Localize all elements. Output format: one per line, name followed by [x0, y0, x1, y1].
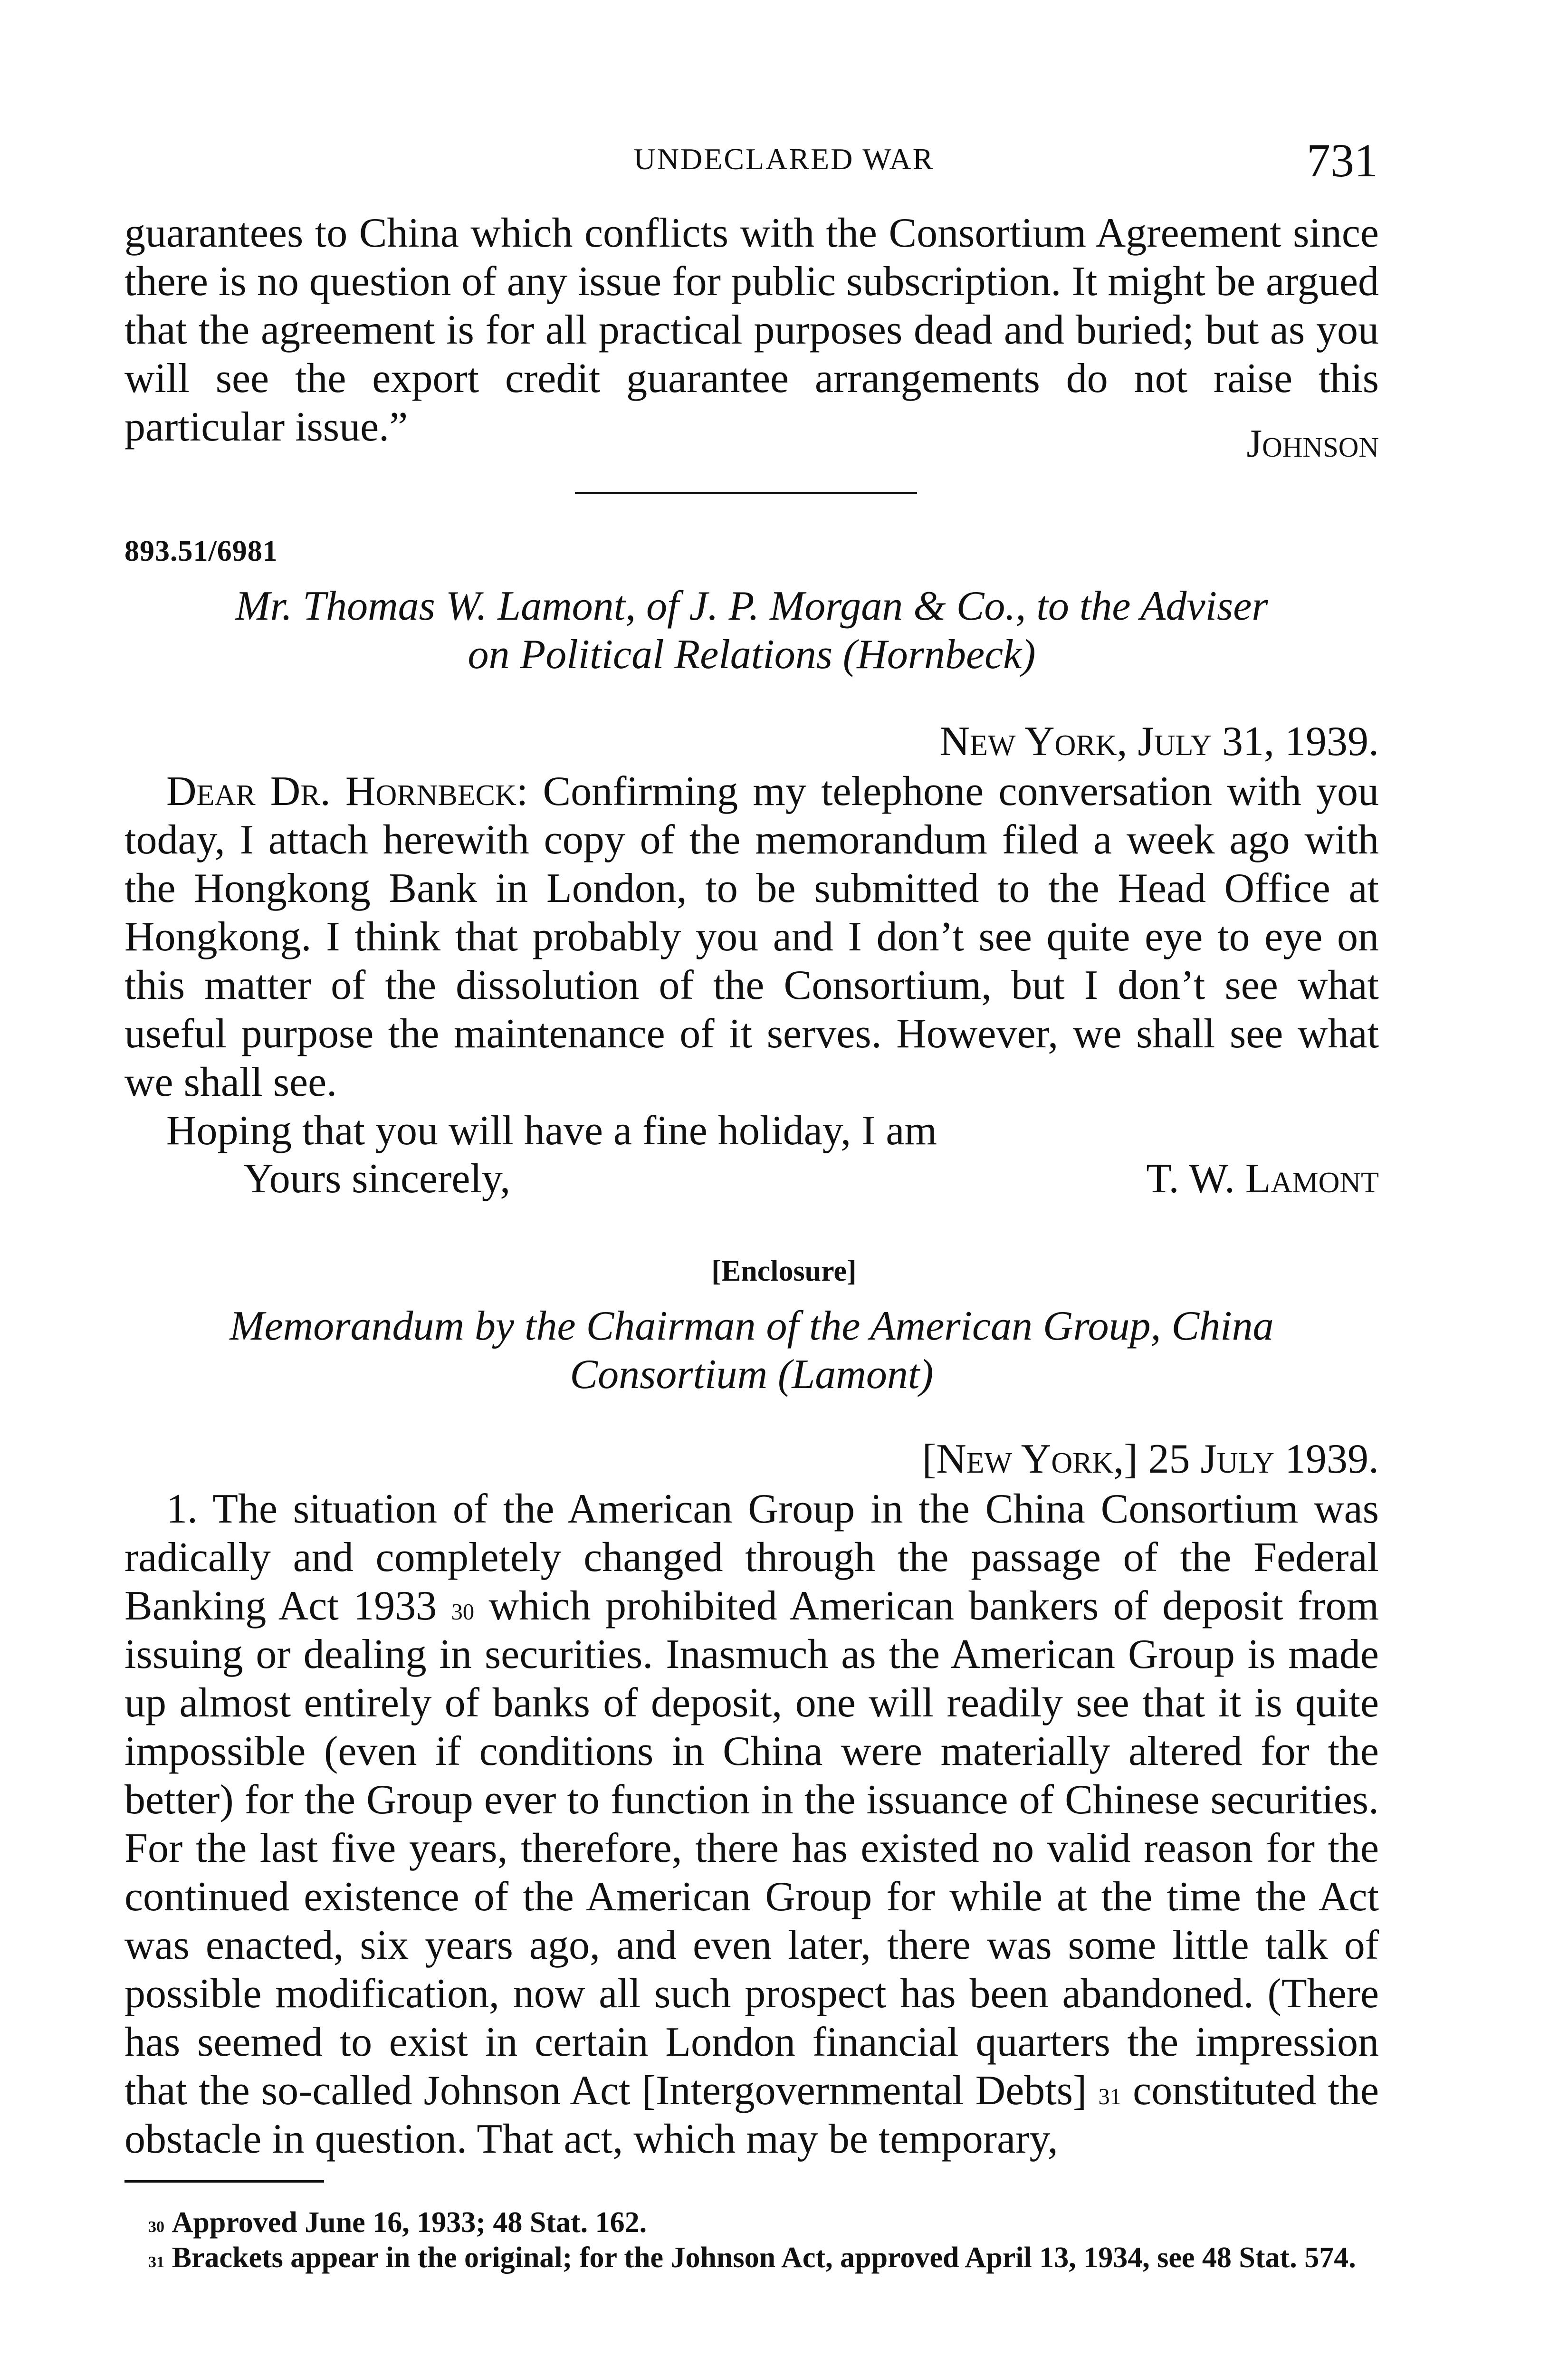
signature-lamont: T. W. Lamont [1146, 1156, 1379, 1202]
valediction: Yours sincerely, [243, 1156, 511, 1202]
page-number: 731 [1307, 134, 1378, 187]
footnote-ref-30: 30 [451, 1600, 475, 1625]
salutation: Dear Dr. Hornbeck: [166, 768, 528, 814]
memo-text-part2: which prohibited American bankers of deposit from issuing or dealing in securities. Inasmuch as the American Group is made up almost entirely of banks of deposit, one will readily see that it is quite impossible (even if conditions in China were materially altered for the better) for the Group ever to function in the issuance of Chinese securities. For the last five years, therefore, there has existed no valid reason for the continued existence of the American Group for while at the time the Act was enacted, six years ago, and even later, there was some little talk of possible modification, now all such prospect has been abandoned. (There has seemed to exist in certain London financial quarters the impression that the so-called Johnson Act [Intergovernmental Debts] [124, 1583, 1379, 2114]
letter-heading-line2: on Political Relations (Hornbeck) [468, 632, 1036, 678]
memorandum-heading [124, 1302, 1379, 1399]
continuation-text: guarantees to China which conflicts with the Consortium Agreement since there is no question of any issue for public subscription. It might be argued that the agreement is for all practical purposes dead and buried; but as you will see the export credit guarantee arrangements do not raise this particular issue.” [124, 210, 1379, 450]
memorandum-heading-line2: Consortium (Lamont) [570, 1351, 934, 1398]
footnote-text: Approved June 16, 1933; 48 Stat. 162. [172, 2206, 647, 2239]
letter-dateline: New York, July 31, 1939. [939, 719, 1379, 765]
closing-line: Hoping that you will have a fine holiday, I am [166, 1108, 937, 1154]
footnote-mark: 30 [148, 2218, 165, 2236]
footnote-ref-31: 31 [1098, 2084, 1121, 2109]
footnote-30 [124, 2205, 1379, 2240]
letter-heading-line1: Mr. Thomas W. Lamont, of J. P. Morgan & Co., to the Adviser [235, 583, 1268, 629]
footnote-rule [124, 2180, 324, 2183]
memo-text-part1: 1. The situation of the American Group in the China Consortium was radically and completely changed through the passage of the Federal Banking Act 1933 [124, 1486, 1379, 1629]
memorandum-heading-line1: Memorandum by the Chairman of the American Group, China [229, 1303, 1274, 1349]
footnote-31 [124, 2240, 1379, 2275]
footnotes [124, 2205, 1379, 2275]
memo-text-part3: constituted the obstacle in question. That act, which may be temporary, [124, 2068, 1379, 2162]
running-title: UNDECLARED WAR [633, 142, 935, 176]
file-number: 893.51/6981 [124, 535, 278, 567]
letter-body [124, 767, 1379, 1155]
memorandum-dateline: [New York,] 25 July 1939. [922, 1436, 1379, 1482]
letter-heading [124, 582, 1379, 679]
enclosure-label: [Enclosure] [711, 1255, 857, 1287]
continuation-paragraph [124, 209, 1379, 451]
letter-body-text: Confirming my telephone conversation with you today, I attach herewith copy of the memorandum filed a week ago with the Hongkong Bank in London, to be submitted to the Head Office at Hongkong. I think that probably you and I don’t see quite eye to eye on this matter of the dissolution of the Consortium, but I don’t see what useful purpose the maintenance of it serves. However, we shall see what we shall see. [124, 768, 1379, 1105]
section-divider [575, 492, 917, 494]
memorandum-paragraph-1 [124, 1485, 1379, 2164]
footnote-mark: 31 [148, 2253, 165, 2271]
signature-johnson: Johnson [1246, 422, 1379, 466]
footnote-text: Brackets appear in the original; for the Johnson Act, approved April 13, 1934, see 48 Stat. 574. [172, 2242, 1356, 2274]
